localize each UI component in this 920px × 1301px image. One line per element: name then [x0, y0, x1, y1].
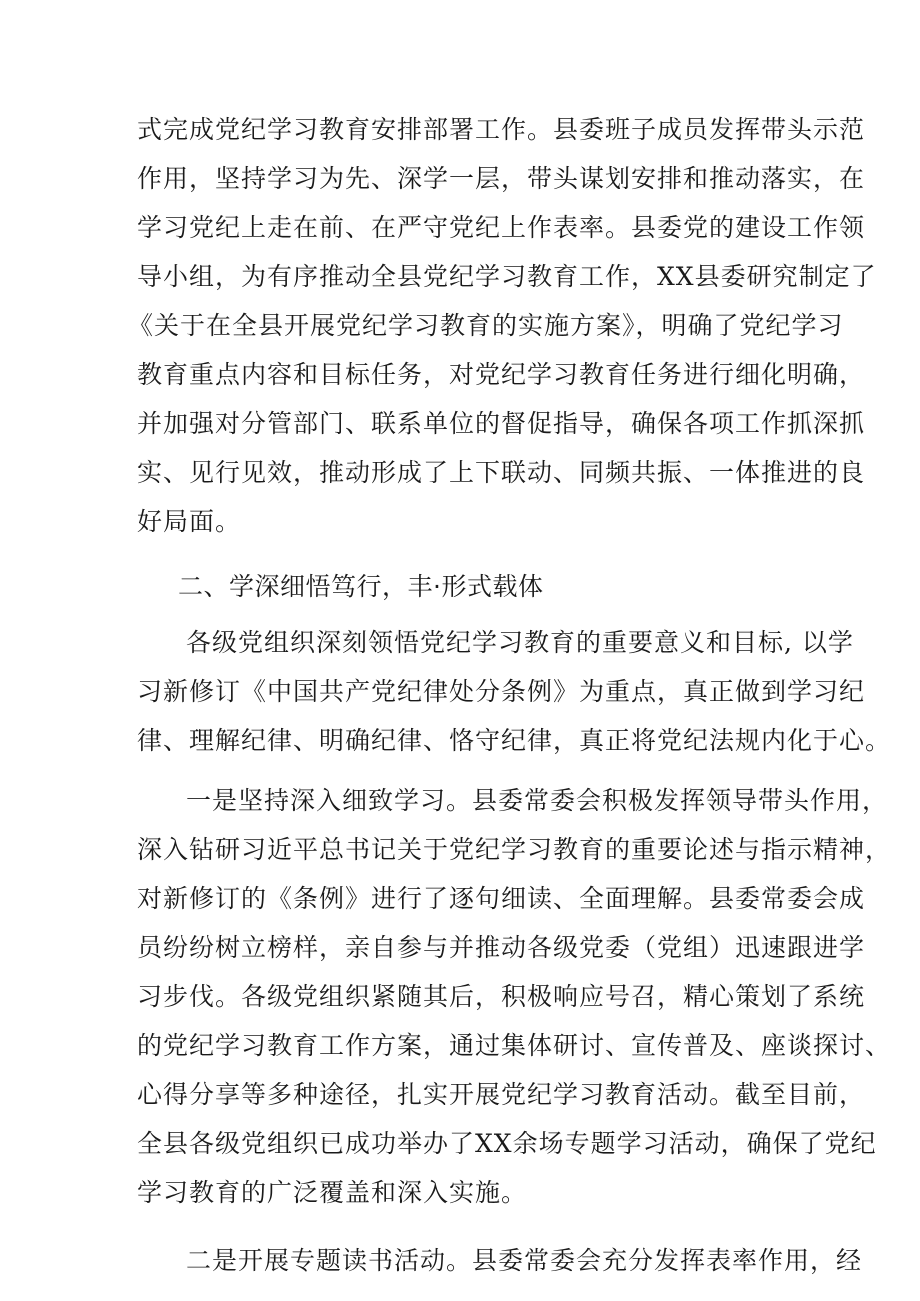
paragraph-1-line-4: 导小组，为有序推动全县党纪学习教育工作，XX县委研究制定了 — [137, 262, 877, 291]
paragraph-3-line-4: 员纷纷树立榜样，亲自参与并推动各级党委（党组）迅速跟进学 — [137, 933, 866, 962]
paragraph-1-line-7: 并加强对分管部门、联系单位的督促指导，确保各项工作抓深抓 — [137, 409, 866, 438]
paragraph-3-line-9: 学习教育的广泛覆盖和深入实施。 — [137, 1178, 528, 1207]
paragraph-1-line-1: 式完成党纪学习教育安排部署工作。县委班子成员发挥带头示范 — [137, 115, 866, 144]
paragraph-2-line-2: 习新修订《中国共产党纪律处分条例》为重点，真正做到学习纪 — [137, 677, 866, 706]
paragraph-3-line-5: 习步伐。各级党组织紧随其后，积极响应号召，精心策划了系统 — [137, 982, 866, 1011]
paragraph-1-line-9: 好局面。 — [137, 507, 242, 536]
paragraph-1-line-6: 教育重点内容和目标任务，对党纪学习教育任务进行细化明确， — [137, 360, 866, 389]
section-heading: 二、学深细悟笃行，丰·形式载体 — [178, 572, 544, 601]
paragraph-1-line-2: 作用，坚持学习为先、深学一层，带头谋划安排和推动落实，在 — [137, 164, 866, 193]
paragraph-2-line-1: 各级党组织深刻领悟党纪学习教育的重要意义和目标, 以学 — [186, 628, 854, 657]
paragraph-2-line-3: 律、理解纪律、明确纪律、恪守纪律，真正将党纪法规内化于心。 — [137, 726, 892, 755]
paragraph-1-line-8: 实、见行见效，推动形成了上下联动、同频共振、一体推进的良 — [137, 458, 866, 487]
paragraph-3-line-6: 的党纪学习教育工作方案，通过集体研讨、宣传普及、座谈探讨、 — [137, 1031, 892, 1060]
paragraph-4-line-1: 二是开展专题读书活动。县委常委会充分发挥表率作用，经 — [186, 1246, 863, 1275]
paragraph-3-line-2: 深入钻研习近平总书记关于党纪学习教育的重要论述与指示精神， — [137, 835, 892, 864]
paragraph-3-line-7: 心得分享等多种途径，扎实开展党纪学习教育活动。截至目前， — [137, 1080, 866, 1109]
paragraph-1-line-3: 学习党纪上走在前、在严守党纪上作表率。县委党的建设工作领 — [137, 213, 866, 242]
paragraph-3-line-8: 全县各级党组织已成功举办了XX余场专题学习活动，确保了党纪 — [137, 1129, 877, 1158]
paragraph-1-line-5: 《关于在全县开展党纪学习教育的实施方案》，明确了党纪学习 — [128, 311, 844, 340]
paragraph-3-line-3: 对新修订的《条例》进行了逐句细读、全面理解。县委常委会成 — [137, 884, 866, 913]
paragraph-3-line-1: 一是坚持深入细致学习。县委常委会积极发挥领导带头作用， — [186, 786, 889, 815]
